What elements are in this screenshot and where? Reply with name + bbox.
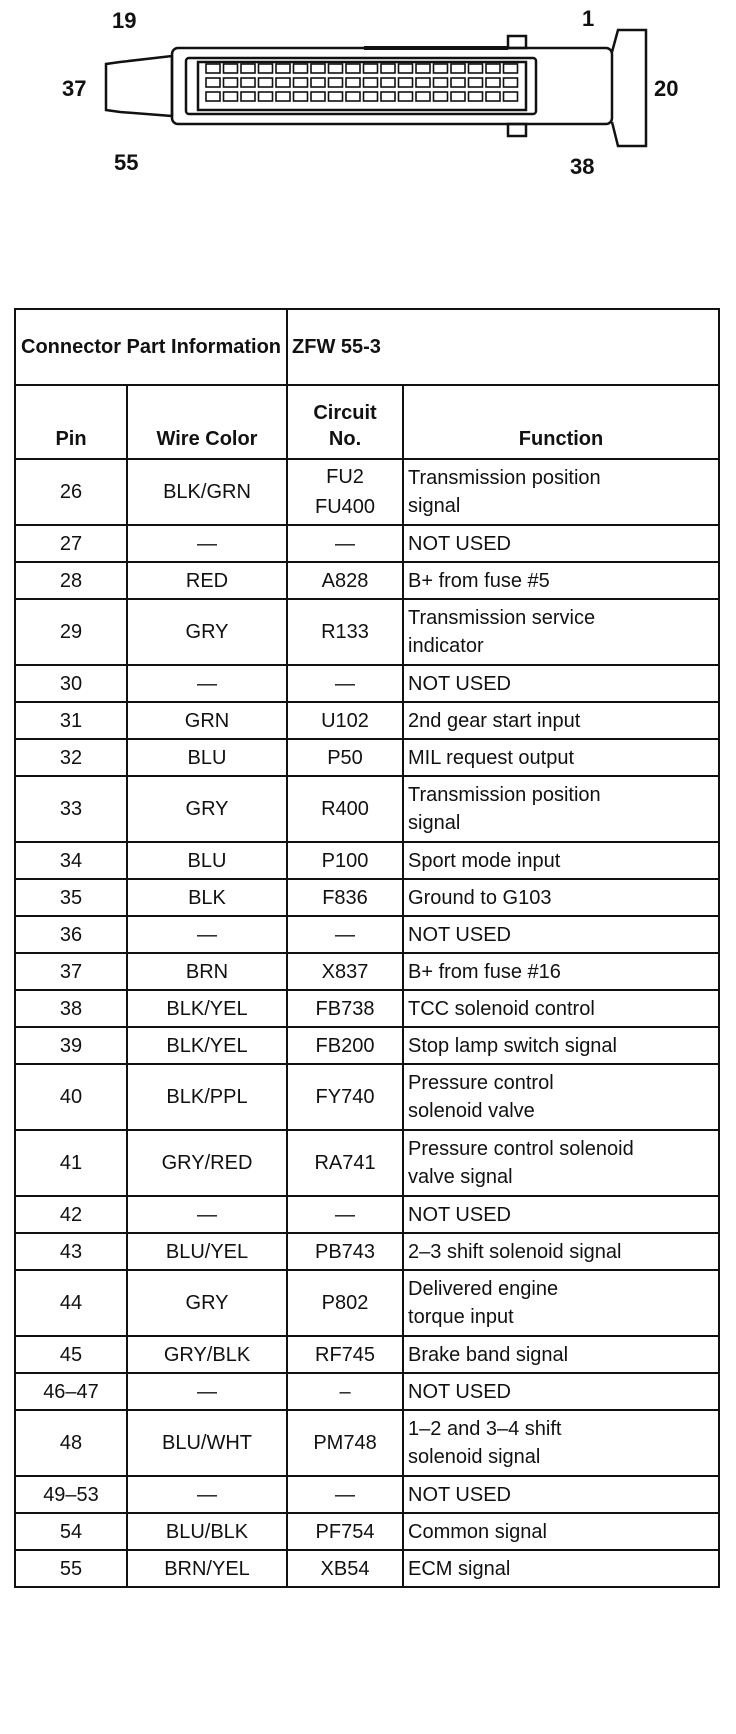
function-line: Common signal [408, 1520, 547, 1543]
connector-pin-cavity [206, 78, 220, 87]
header-circuit-no [287, 385, 403, 459]
header-wire-color: Wire Color [127, 385, 287, 459]
circuit-line: P802 [321, 1292, 369, 1314]
pin-cell: 32 [15, 739, 127, 776]
wire-color-cell: GRY/RED [127, 1130, 287, 1196]
table-row [15, 1130, 719, 1196]
function-cell [403, 1064, 719, 1130]
table-row [15, 842, 719, 879]
circuit-line: — [335, 1203, 356, 1226]
connector-pin-cavity [346, 64, 360, 73]
pin-cell: 39 [15, 1027, 127, 1064]
function-line: Transmission service [408, 607, 596, 629]
table-row [15, 990, 719, 1027]
connector-pin-cavity [276, 78, 290, 87]
function-line: solenoid signal [408, 1446, 541, 1468]
connector-pin-cavity [399, 92, 413, 101]
function-line: solenoid valve [408, 1100, 535, 1122]
connector-pin-cavity [364, 78, 378, 87]
circuit-line: PM748 [313, 1432, 377, 1454]
table-row [15, 776, 719, 842]
part-info-row [15, 309, 719, 385]
connector-pin-cavity [311, 64, 325, 73]
function-cell [403, 776, 719, 842]
pin-cell: 41 [15, 1130, 127, 1196]
connector-pin-cavity [469, 64, 483, 73]
function-line: signal [408, 812, 461, 834]
pin-cell: 30 [15, 665, 127, 702]
connector-pin-cavity [504, 64, 518, 73]
connector-pin-cavity [311, 92, 325, 101]
connector-pin-cavity [381, 78, 395, 87]
circuit-line: PF754 [315, 1520, 375, 1543]
wire-color-cell: BLK/YEL [127, 1027, 287, 1064]
function-line: 2–3 shift solenoid signal [408, 1240, 622, 1263]
wire-color-cell: GRY [127, 1270, 287, 1336]
circuit-line: P50 [327, 746, 363, 769]
wire-color-cell: — [127, 665, 287, 702]
header-circuit-line2: No. [328, 428, 362, 450]
function-cell [403, 702, 719, 739]
connector-pin-cavity [224, 64, 238, 73]
connector-pin-cavity [451, 64, 465, 73]
circuit-cell [287, 1550, 403, 1587]
pin-cell: 35 [15, 879, 127, 916]
wire-color-cell: BLU/WHT [127, 1410, 287, 1476]
connector-pin-cavity [469, 78, 483, 87]
pin-label-20: 20 [654, 76, 679, 101]
function-line: torque input [408, 1306, 514, 1328]
table-row [15, 1027, 719, 1064]
connector-pin-cavity [451, 92, 465, 101]
circuit-line: RF745 [315, 1343, 376, 1366]
circuit-cell [287, 1027, 403, 1064]
connector-pin-cavity [469, 92, 483, 101]
pin-label-19: 19 [112, 8, 137, 33]
pin-cell: 55 [15, 1550, 127, 1587]
function-cell [403, 1233, 719, 1270]
function-line: ECM signal [408, 1557, 511, 1580]
connector-pin-cavity [241, 92, 255, 101]
connector-pin-cavity [259, 78, 273, 87]
circuit-line: — [335, 1483, 356, 1506]
function-line: Ground to G103 [408, 886, 552, 909]
wire-color-cell: BLK/YEL [127, 990, 287, 1027]
circuit-cell [287, 1410, 403, 1476]
wire-color-cell: — [127, 525, 287, 562]
connector-pin-cavity [329, 64, 343, 73]
function-cell [403, 525, 719, 562]
table-row [15, 562, 719, 599]
connector-pin-cavity [206, 64, 220, 73]
circuit-cell [287, 842, 403, 879]
circuit-cell [287, 1476, 403, 1513]
function-cell [403, 1130, 719, 1196]
connector-diagram [0, 0, 736, 240]
table-row [15, 599, 719, 665]
function-cell [403, 953, 719, 990]
table-row [15, 916, 719, 953]
part-number: ZFW 55-3 [287, 309, 719, 385]
table-row [15, 1270, 719, 1336]
circuit-line: XB54 [320, 1557, 370, 1580]
circuit-line: – [339, 1380, 351, 1403]
pin-cell: 45 [15, 1336, 127, 1373]
wire-color-cell: RED [127, 562, 287, 599]
circuit-line: A828 [321, 569, 369, 592]
connector-pin-rows [206, 64, 518, 101]
circuit-cell [287, 1130, 403, 1196]
circuit-cell [287, 1233, 403, 1270]
connector-pin-cavity [486, 78, 500, 87]
connector-pin-cavity [329, 92, 343, 101]
connector-pin-cavity [294, 78, 308, 87]
table-row [15, 1336, 719, 1373]
wire-color-cell: BRN [127, 953, 287, 990]
function-line: indicator [408, 635, 484, 657]
connector-pin-cavity [346, 78, 360, 87]
circuit-cell [287, 1270, 403, 1336]
circuit-line: PB743 [314, 1240, 376, 1263]
function-line: NOT USED [408, 1483, 511, 1506]
pin-cell: 36 [15, 916, 127, 953]
function-cell [403, 1336, 719, 1373]
wire-color-cell: GRY [127, 776, 287, 842]
wire-color-cell: BLU [127, 739, 287, 776]
header-function: Function [403, 385, 719, 459]
table-row [15, 1476, 719, 1513]
function-cell [403, 1410, 719, 1476]
connector-pin-cavity [276, 92, 290, 101]
connector-pin-cavity [381, 64, 395, 73]
pin-cell: 26 [15, 459, 127, 525]
table-row [15, 1373, 719, 1410]
circuit-cell [287, 599, 403, 665]
wire-color-cell: BLK/PPL [127, 1064, 287, 1130]
connector-pin-cavity [486, 64, 500, 73]
function-line: Brake band signal [408, 1343, 569, 1366]
connector-pin-cavity [451, 78, 465, 87]
circuit-cell [287, 953, 403, 990]
connector-pin-cavity [486, 92, 500, 101]
wire-color-cell: GRY [127, 599, 287, 665]
wire-color-cell: GRY/BLK [127, 1336, 287, 1373]
circuit-line: P100 [321, 849, 369, 872]
function-cell [403, 459, 719, 525]
connector-pin-cavity [224, 78, 238, 87]
pin-cell: 49–53 [15, 1476, 127, 1513]
function-line: 2nd gear start input [408, 709, 581, 732]
pin-cell: 46–47 [15, 1373, 127, 1410]
circuit-line: R400 [321, 798, 369, 820]
pin-cell: 42 [15, 1196, 127, 1233]
part-info-label: Connector Part Information [15, 309, 287, 385]
connector-pin-cavity [259, 92, 273, 101]
circuit-cell [287, 1336, 403, 1373]
pin-cell: 48 [15, 1410, 127, 1476]
function-line: Stop lamp switch signal [408, 1034, 617, 1057]
wire-color-cell: — [127, 1373, 287, 1410]
column-header-row [15, 385, 719, 459]
connector-pin-cavity [329, 78, 343, 87]
function-cell [403, 879, 719, 916]
table-row [15, 1064, 719, 1130]
pin-cell: 34 [15, 842, 127, 879]
connector-pin-cavity [381, 92, 395, 101]
table-row [15, 665, 719, 702]
pinout-table [14, 308, 720, 1588]
circuit-line: FB738 [315, 997, 375, 1020]
pin-cell: 31 [15, 702, 127, 739]
pin-cell: 37 [15, 953, 127, 990]
connector-pin-cavity [416, 78, 430, 87]
circuit-cell [287, 1064, 403, 1130]
circuit-cell [287, 562, 403, 599]
header-pin: Pin [15, 385, 127, 459]
function-line: Transmission position [408, 467, 601, 489]
wire-color-cell: BLU/BLK [127, 1513, 287, 1550]
wire-color-cell: BLK/GRN [127, 459, 287, 525]
function-cell [403, 1027, 719, 1064]
table-row [15, 1410, 719, 1476]
wire-color-cell: BRN/YEL [127, 1550, 287, 1587]
function-line: B+ from fuse #16 [408, 960, 561, 983]
function-cell [403, 1513, 719, 1550]
pin-cell: 33 [15, 776, 127, 842]
table-row [15, 1513, 719, 1550]
circuit-cell [287, 916, 403, 953]
table-row [15, 1550, 719, 1587]
connector-pin-cavity [399, 78, 413, 87]
function-line: MIL request output [408, 746, 575, 769]
function-line: 1–2 and 3–4 shift [408, 1418, 562, 1440]
function-cell [403, 599, 719, 665]
circuit-line: — [335, 923, 356, 946]
function-cell [403, 990, 719, 1027]
pin-label-1: 1 [582, 6, 595, 31]
pin-label-38: 38 [570, 154, 595, 179]
connector-pin-cavity [416, 92, 430, 101]
connector-pin-cavity [224, 92, 238, 101]
circuit-cell [287, 776, 403, 842]
function-cell [403, 1196, 719, 1233]
circuit-cell [287, 1513, 403, 1550]
circuit-cell [287, 879, 403, 916]
connector-pin-cavity [311, 78, 325, 87]
circuit-cell [287, 1373, 403, 1410]
pin-cell: 29 [15, 599, 127, 665]
connector-pin-cavity [504, 78, 518, 87]
circuit-cell [287, 702, 403, 739]
table-row [15, 1233, 719, 1270]
function-cell [403, 1270, 719, 1336]
function-line: Pressure control [408, 1072, 554, 1094]
pin-cell: 44 [15, 1270, 127, 1336]
pin-cell: 54 [15, 1513, 127, 1550]
function-line: Sport mode input [408, 849, 561, 872]
connector-pin-cavity [434, 64, 448, 73]
function-line: NOT USED [408, 923, 511, 946]
connector-pin-cavity [416, 64, 430, 73]
connector-pin-cavity [399, 64, 413, 73]
function-line: signal [408, 495, 461, 517]
connector-pin-cavity [346, 92, 360, 101]
function-line: valve signal [408, 1166, 513, 1188]
function-line: Transmission position [408, 784, 601, 806]
circuit-cell [287, 1196, 403, 1233]
connector-pin-cavity [434, 78, 448, 87]
pin-label-37: 37 [62, 76, 87, 101]
table-row [15, 459, 719, 525]
circuit-line: R133 [321, 621, 369, 643]
table-row [15, 525, 719, 562]
circuit-line: FY740 [315, 1086, 375, 1108]
function-line: TCC solenoid control [408, 997, 595, 1020]
wire-color-cell: GRN [127, 702, 287, 739]
table-row [15, 953, 719, 990]
connector-pin-cavity [294, 92, 308, 101]
function-cell [403, 562, 719, 599]
circuit-line: FU2 [326, 466, 364, 488]
wire-color-cell: BLU/YEL [127, 1233, 287, 1270]
table-row [15, 739, 719, 776]
function-cell [403, 739, 719, 776]
table-row [15, 1196, 719, 1233]
function-cell [403, 842, 719, 879]
connector-pin-cavity [294, 64, 308, 73]
connector-pin-cavity [241, 78, 255, 87]
connector-pin-cavity [241, 64, 255, 73]
wire-color-cell: — [127, 1196, 287, 1233]
circuit-cell [287, 525, 403, 562]
circuit-line: U102 [321, 709, 369, 732]
pin-cell: 43 [15, 1233, 127, 1270]
pin-cell: 40 [15, 1064, 127, 1130]
connector-pin-cavity [364, 92, 378, 101]
connector-pin-cavity [504, 92, 518, 101]
function-line: B+ from fuse #5 [408, 569, 550, 592]
function-cell [403, 1373, 719, 1410]
function-cell [403, 1550, 719, 1587]
circuit-line: — [335, 672, 356, 695]
function-line: Delivered engine [408, 1278, 559, 1300]
header-circuit-line1: Circuit [313, 402, 377, 424]
connector-pin-cavity [364, 64, 378, 73]
circuit-cell [287, 459, 403, 525]
circuit-cell [287, 990, 403, 1027]
circuit-cell [287, 739, 403, 776]
function-line: NOT USED [408, 532, 511, 555]
table-row [15, 702, 719, 739]
connector-pin-cavity [259, 64, 273, 73]
table-row [15, 879, 719, 916]
circuit-line: FU400 [315, 496, 376, 518]
circuit-line: RA741 [314, 1152, 376, 1174]
wire-color-cell: — [127, 1476, 287, 1513]
connector-pin-cavity [276, 64, 290, 73]
function-cell [403, 665, 719, 702]
connector-pin-cavity [206, 92, 220, 101]
function-line: NOT USED [408, 672, 511, 695]
pin-cell: 38 [15, 990, 127, 1027]
wire-color-cell: — [127, 916, 287, 953]
function-cell [403, 1476, 719, 1513]
wire-color-cell: BLU [127, 842, 287, 879]
pin-label-55: 55 [114, 150, 139, 175]
function-line: NOT USED [408, 1380, 511, 1403]
circuit-line: F836 [322, 886, 368, 909]
circuit-line: X837 [321, 960, 369, 983]
function-line: NOT USED [408, 1203, 511, 1226]
pin-cell: 28 [15, 562, 127, 599]
circuit-cell [287, 665, 403, 702]
function-line: Pressure control solenoid [408, 1138, 634, 1160]
connector-housing [106, 30, 646, 146]
connector-pin-cavity [434, 92, 448, 101]
function-cell [403, 916, 719, 953]
circuit-line: — [335, 532, 356, 555]
wire-color-cell: BLK [127, 879, 287, 916]
circuit-line: FB200 [315, 1034, 375, 1057]
pin-cell: 27 [15, 525, 127, 562]
